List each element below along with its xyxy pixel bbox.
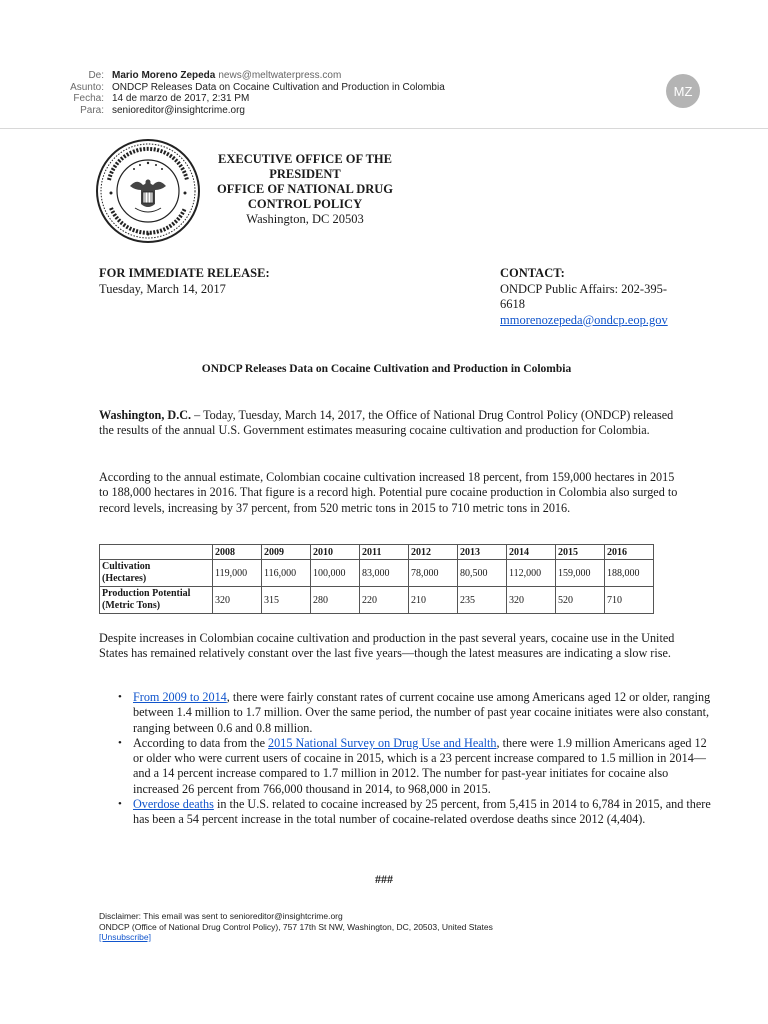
table-cell: 315 <box>262 587 311 614</box>
year-cell: 2013 <box>458 545 507 560</box>
table-cell: 220 <box>360 587 409 614</box>
document-title: ONDCP Releases Data on Cocaine Cultivation and Production in Colombia <box>201 363 572 375</box>
footer-address: ONDCP (Office of National Drug Control Policy), 757 17th St NW, Washington, DC, 20503, United States <box>99 921 493 932</box>
year-cell: 2009 <box>262 545 311 560</box>
letterhead-line: EXECUTIVE OFFICE OF THE <box>218 152 392 166</box>
link-overdose-deaths[interactable]: Overdose deaths <box>133 797 214 812</box>
table-cell: 320 <box>507 587 556 614</box>
from-label: De: <box>88 70 104 81</box>
subject-label: Asunto: <box>70 81 104 93</box>
table-cell: 210 <box>409 587 458 614</box>
email-footer <box>99 911 493 943</box>
link-nsduh-2015[interactable]: 2015 National Survey on Drug Use and Health <box>268 735 497 750</box>
release-date: Tuesday, March 14, 2017 <box>99 281 226 296</box>
table-cell: 710 <box>605 587 654 614</box>
letterhead-line: CONTROL POLICY <box>247 197 363 211</box>
intro-paragraph <box>99 408 679 439</box>
table-cell: 80,500 <box>458 560 507 587</box>
year-cell: 2016 <box>605 545 654 560</box>
intro-dateline: Washington, D.C. <box>99 408 192 422</box>
table-cell: 78,000 <box>409 560 458 587</box>
letterhead-address: Washington, DC 20503 <box>246 212 364 226</box>
table-row-cultivation <box>100 560 654 587</box>
estimate-paragraph: According to the annual estimate, Colombian cocaine cultivation increased 18 percent, from 159,000 hectares in 2015 to 188,000 hectares in 2016. That figure is a record high. Potential pure cocaine production in Colombia also surged to record levels, increasing by 37 percent, from 520 metric tons in 2015 to 710 metric tons in 2016. <box>99 470 678 515</box>
contact-block <box>500 266 690 328</box>
release-heading: FOR IMMEDIATE RELEASE: <box>99 266 270 280</box>
list-item: • From 2009 to 2014, there were fairly constant rates of current cocaine use among Americans aged 12 or older, ranging between 1.4 million to 1.7 million. Over the same period, the number of past year cocaine initiates were also constant, ranging between 0.6 and 0.8 million. <box>133 690 713 736</box>
unsubscribe-link[interactable]: [Unsubscribe] <box>99 932 151 942</box>
sender-name[interactable]: Mario Moreno Zepeda <box>112 70 216 81</box>
link-2009-2014[interactable]: From 2009 to 2014 <box>133 690 227 704</box>
table-cell: 100,000 <box>311 560 360 587</box>
table-header-row <box>100 545 654 560</box>
to-label: Para: <box>80 104 104 116</box>
intro-text: – Today, Tuesday, March 14, 2017, the Office of National Drug Control Policy (ONDCP) released the results of the annual U.S. Government estimates measuring cocaine cultivation and production for Colombia. <box>99 408 674 438</box>
contact-phone-cont: 6618 <box>500 297 525 311</box>
contact-phone: ONDCP Public Affairs: 202-395- <box>500 281 668 296</box>
contact-heading: CONTACT: <box>500 266 565 280</box>
table-cell: 119,000 <box>213 560 262 587</box>
email-header <box>40 70 445 116</box>
table-cell: 520 <box>556 587 605 614</box>
table-cell: 280 <box>311 587 360 614</box>
date-row <box>40 93 445 105</box>
table-cell: 188,000 <box>605 560 654 587</box>
header-divider <box>0 128 768 129</box>
usage-paragraph: Despite increases in Colombian cocaine cultivation and production in the past several years, cocaine use in the United States has remained relatively constant over the last five years—though the latest measures are indicating a slow rise. <box>99 631 675 661</box>
table-cell: 159,000 <box>556 560 605 587</box>
year-cell: 2011 <box>360 545 409 560</box>
table-cell: 320 <box>213 587 262 614</box>
letterhead-line: OFFICE OF NATIONAL DRUG <box>216 182 394 196</box>
table-cell: 112,000 <box>507 560 556 587</box>
avatar[interactable]: MZ <box>666 74 700 108</box>
table-row-production <box>100 587 654 614</box>
table-corner-cell <box>100 545 213 560</box>
row-label-cultivation: Cultivation (Hectares) <box>100 560 213 587</box>
from-row <box>40 70 445 82</box>
year-cell: 2014 <box>507 545 556 560</box>
sender-email[interactable]: news@meltwaterpress.com <box>218 70 342 81</box>
subject-row <box>40 82 445 94</box>
year-cell: 2012 <box>409 545 458 560</box>
row-label-production: Production Potential (Metric Tons) <box>100 587 213 614</box>
end-mark: ### <box>375 872 393 886</box>
table-cell: 83,000 <box>360 560 409 587</box>
table-cell: 116,000 <box>262 560 311 587</box>
recipient-email[interactable]: senioreditor@insightcrime.org <box>112 104 245 116</box>
footer-disclaimer: Disclaimer: This email was sent to senioreditor@insightcrime.org <box>99 911 343 921</box>
date-label: Fecha: <box>73 93 104 104</box>
letterhead <box>205 152 405 227</box>
cocaine-data-table <box>99 544 654 614</box>
date-value: 14 de marzo de 2017, 2:31 PM <box>112 93 250 104</box>
year-cell: 2008 <box>213 545 262 560</box>
year-cell: 2010 <box>311 545 360 560</box>
to-row <box>40 105 445 117</box>
contact-email-link[interactable]: mmorenozepeda@ondcp.eop.gov <box>500 312 668 327</box>
table-cell: 235 <box>458 587 507 614</box>
letterhead-line: PRESIDENT <box>269 167 341 181</box>
list-item: • According to data from the 2015 National Survey on Drug Use and Health, there were 1.9 million Americans aged 12 or older who were current users of cocaine in 2015, which is a 23 percent increase compared to 1.5 million in 2014—and a 14 percent increase compared to 1.7 million in 2012. The number for past-year initiates for cocaine also increased 26 percent from 766,000 thousand in 2014, to 968,000 in 2015. <box>133 736 713 797</box>
subject-value: ONDCP Releases Data on Cocaine Cultivation and Production in Colombia <box>112 81 445 93</box>
findings-list <box>99 690 713 828</box>
release-block <box>99 266 399 297</box>
year-cell: 2015 <box>556 545 605 560</box>
list-item: • Overdose deaths in the U.S. related to cocaine increased by 25 percent, from 5,415 in 2014 to 6,784 in 2015, and there has been a 54 percent increase in the total number of cocaine-related overdose deaths since 2012 (4,404). <box>133 797 713 828</box>
presidential-seal-icon <box>95 138 201 244</box>
